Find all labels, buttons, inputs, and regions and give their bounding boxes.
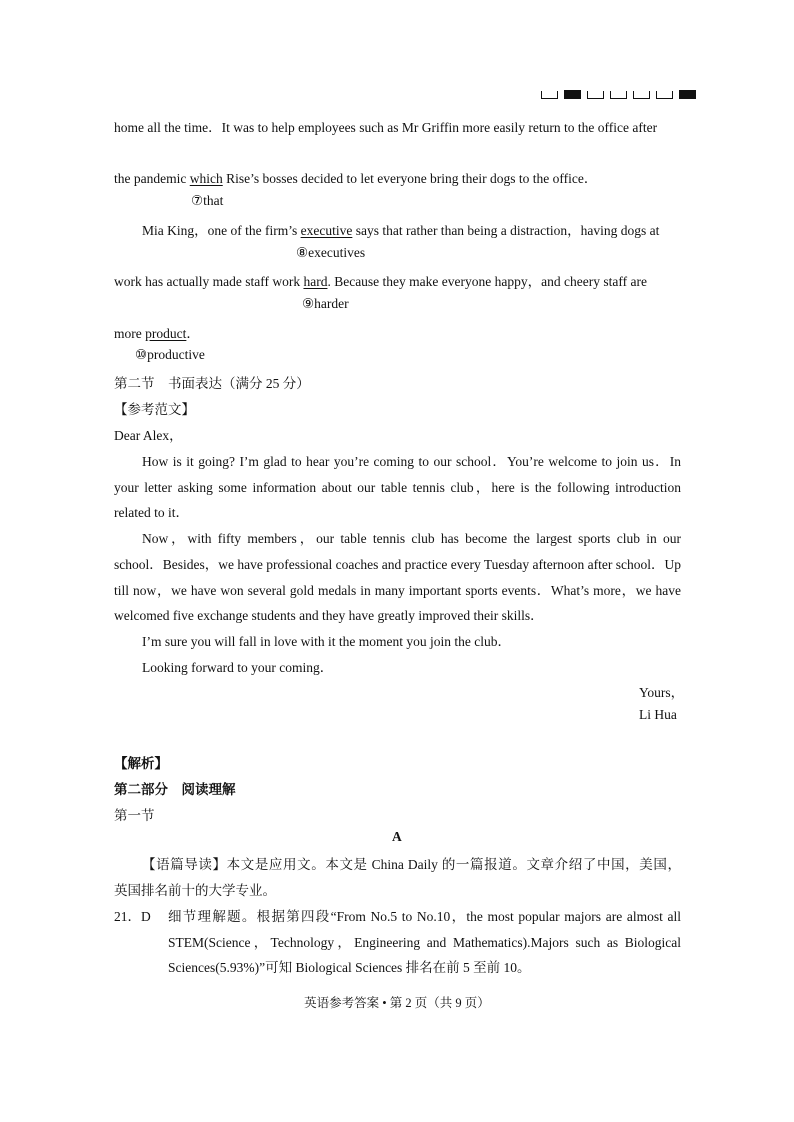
text-segment: the pandemic (114, 171, 190, 186)
letter-line: I’m sure you will fall in love with it the moment you join the club． (142, 634, 511, 649)
part-heading: 第二部分 阅读理解 (114, 782, 236, 797)
correction-10: ⑩productive (135, 347, 205, 362)
text-line (142, 219, 659, 239)
passage-label: A (392, 829, 402, 844)
mark-filled (564, 90, 581, 99)
text-line: home all the time．It was to help employees such as Mr Griffin more easily return to the office after (114, 120, 658, 135)
letter-line: till now，we have won several gold medals in many important sports events．What’s more，we have (114, 583, 681, 598)
letter-line: Now，with fifty members，our table tennis club has become the largest sports club in our (142, 531, 681, 546)
letter-line: How is it going? I’m glad to hear you’re coming to our school．You’re welcome to join us．In (142, 454, 681, 469)
text-segment: Mia King，one of the firm’s (142, 223, 301, 238)
letter-closing: Yours， (639, 685, 685, 700)
error-word: executive (300, 223, 353, 238)
guide-line: 英国排名前十的大学专业。 (114, 883, 276, 898)
text-segment: Rise’s bosses decided to let everyone bring their dogs to the office． (222, 171, 598, 186)
text-line (114, 322, 200, 342)
letter-line: Looking forward to your coming． (142, 660, 334, 675)
page-footer: 英语参考答案 • 第 2 页（共 9 页） (304, 996, 490, 1010)
section-label: 第一节 (114, 808, 155, 823)
answer-line: 细节理解题。根据第四段“From No.5 to No.10，the most popular majors are almost all (168, 909, 681, 924)
correction-7: ⑦that (191, 193, 224, 208)
letter-greeting: Dear Alex， (114, 428, 183, 443)
letter-line: school．Besides，we have professional coaches and practice every Tuesday afternoon after school．Up (114, 557, 681, 572)
text-segment: more (114, 326, 146, 341)
mark-outline (656, 91, 673, 99)
mark-outline (610, 91, 627, 99)
text-line (114, 167, 597, 187)
correction-8: ⑧executives (296, 245, 366, 260)
mark-outline (541, 91, 558, 99)
correction-9: ⑨harder (302, 296, 349, 311)
error-word: product (145, 326, 187, 341)
ref-label: 【参考范文】 (114, 402, 195, 417)
guide-line: 【语篇导读】本文是应用文。本文是 China Daily 的一篇报道。文章介绍了中国，美国， (142, 857, 681, 872)
text-segment: work has actually made staff work (114, 274, 304, 289)
answer-line: Sciences(5.93%)”可知 Biological Sciences 排名在前 5 至前 10。 (168, 960, 531, 975)
letter-signature: Li Hua (639, 707, 677, 722)
letter-line: your letter asking some information about our table tennis club，here is the following introduction (114, 480, 681, 495)
error-word: hard (303, 274, 328, 289)
error-word: which (189, 171, 223, 186)
text-line (114, 270, 647, 290)
question-number: 21．D (114, 909, 151, 924)
text-segment: . Because they make everyone happy，and cheery staff are (327, 274, 647, 289)
mark-outline (633, 91, 650, 99)
analysis-label: 【解析】 (114, 756, 168, 771)
letter-line: welcomed five exchange students and they have greatly improved their skills． (114, 608, 544, 623)
letter-line: related to it． (114, 505, 189, 520)
text-segment: says that rather than being a distraction，having dogs at (352, 223, 660, 238)
section-heading: 第二节 书面表达（满分 25 分） (114, 376, 310, 391)
mark-filled (679, 90, 696, 99)
mark-outline (587, 91, 604, 99)
corner-marks (541, 89, 696, 101)
answer-line: STEM(Science，Technology，Engineering and Mathematics).Majors such as Biological (168, 935, 681, 950)
text-segment: ． (186, 326, 200, 341)
